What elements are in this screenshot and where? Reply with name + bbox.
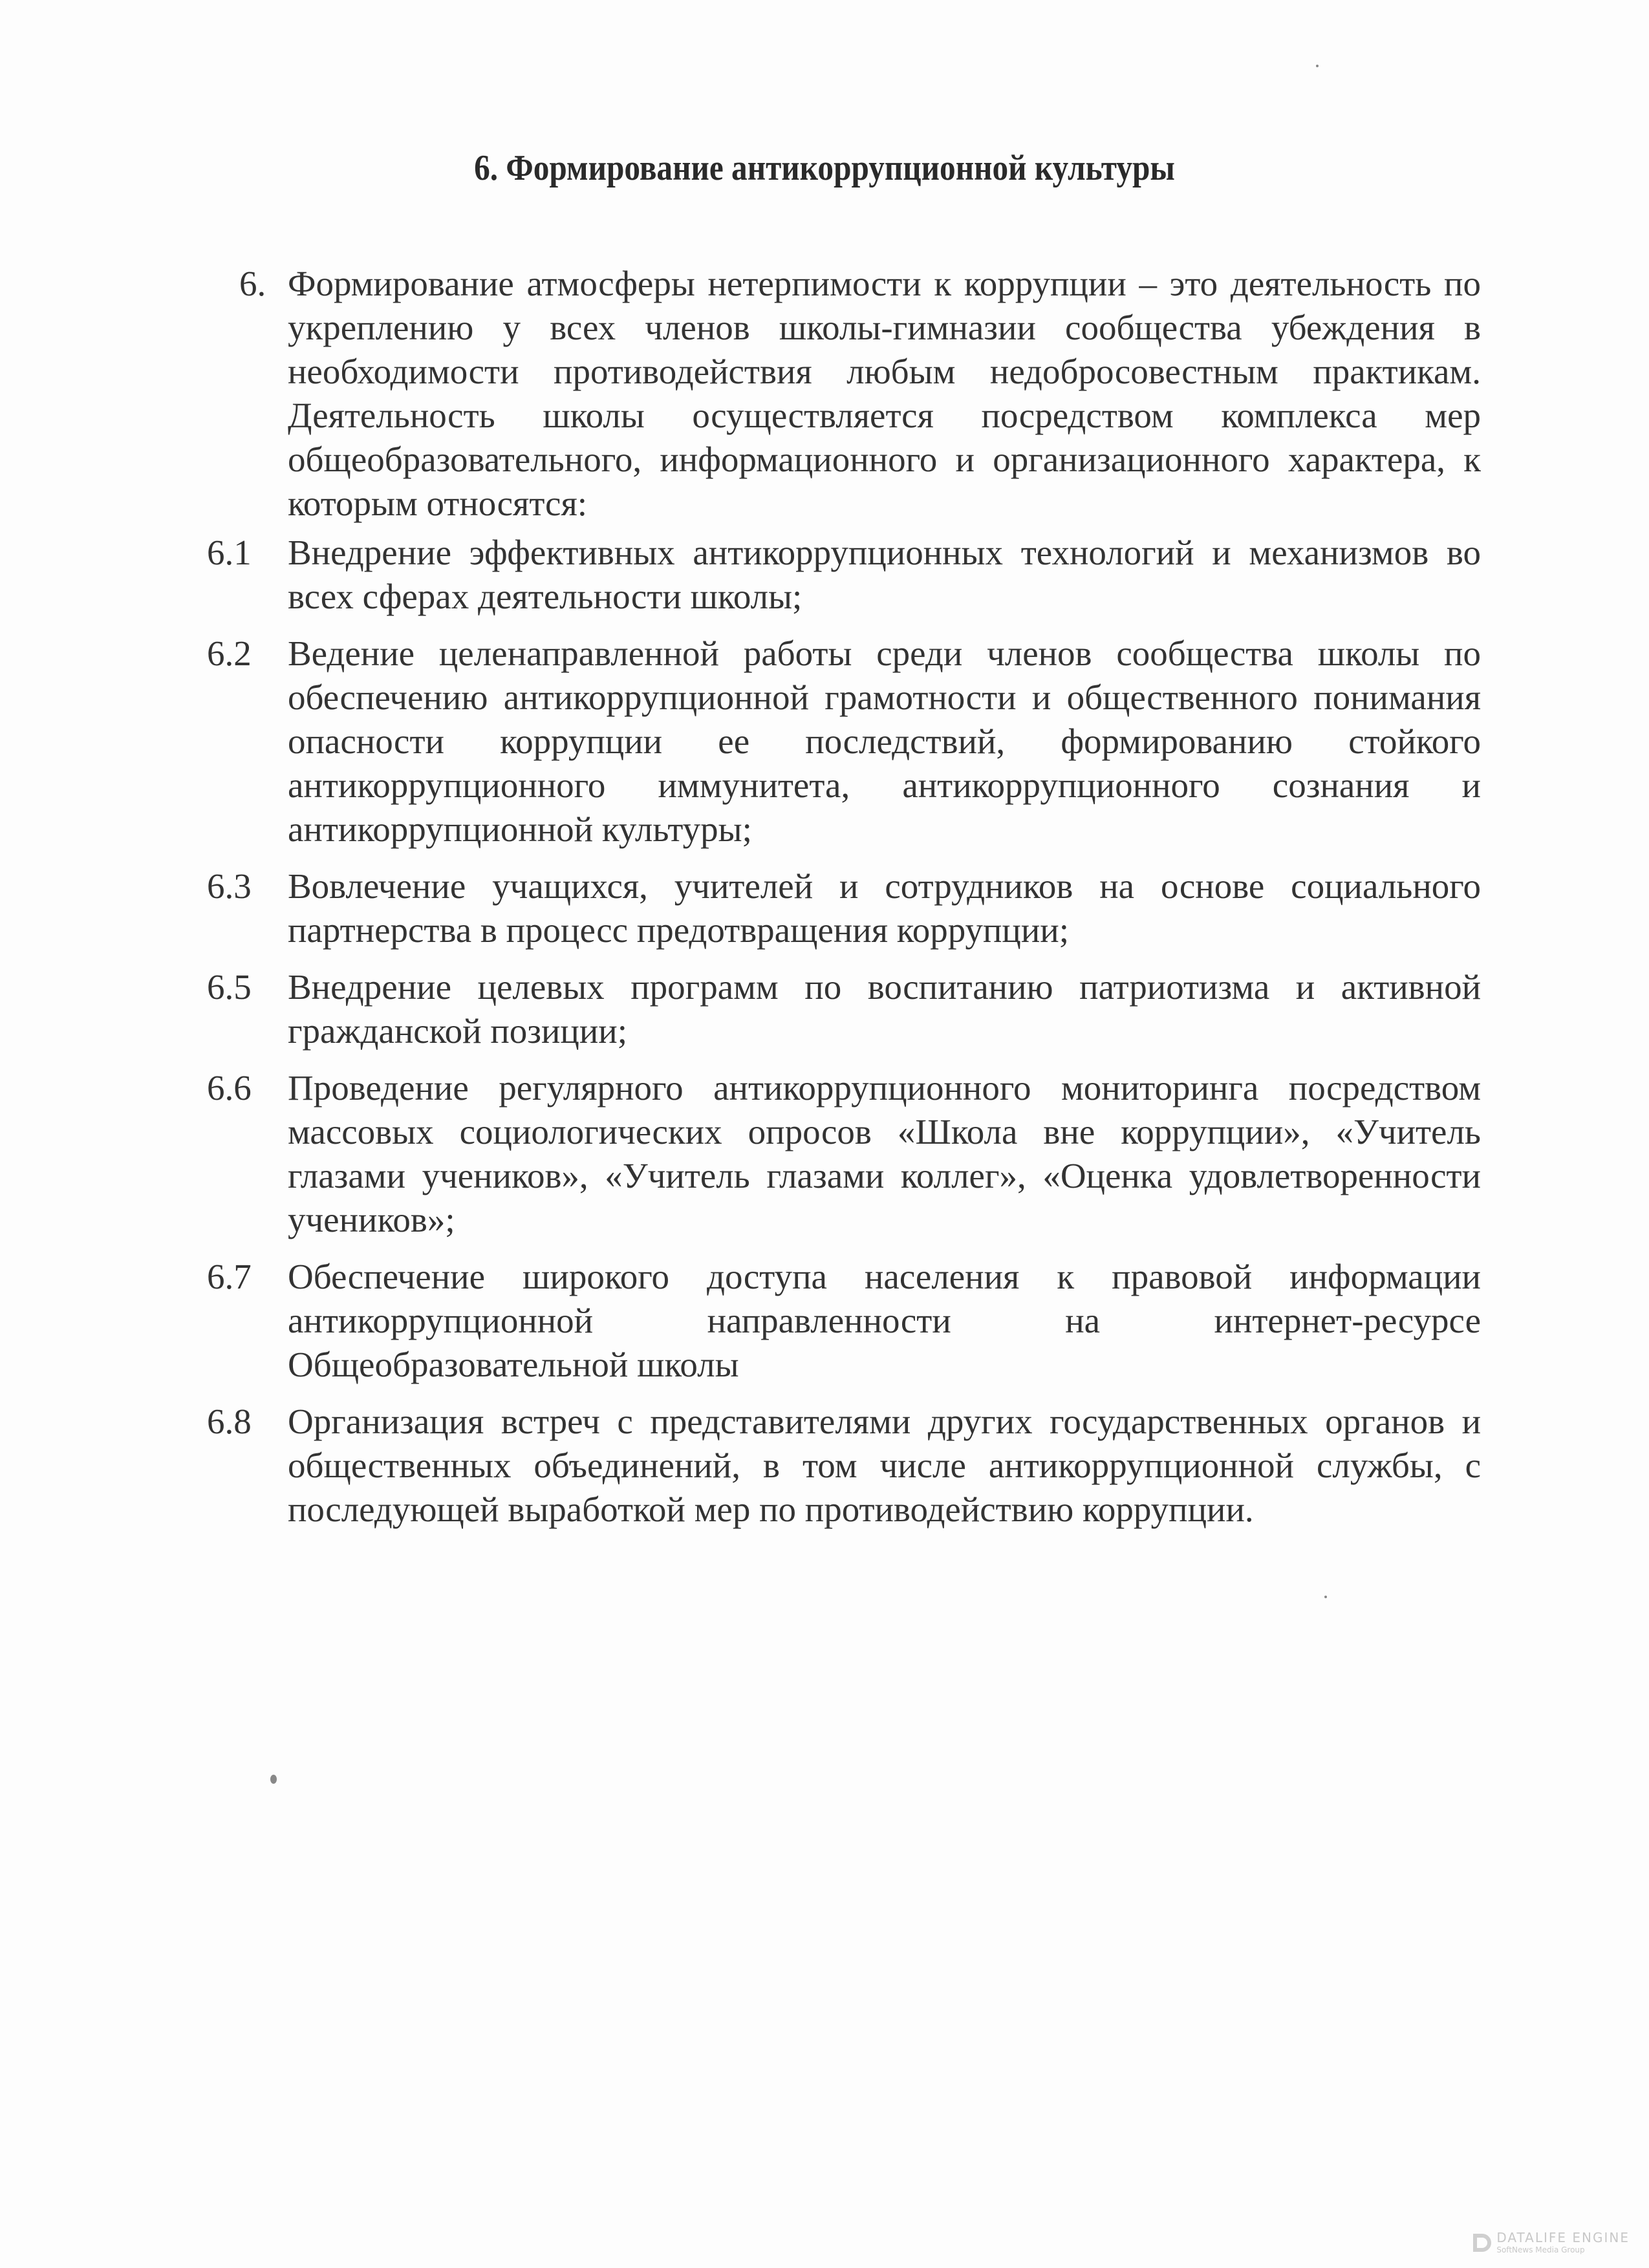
section-body <box>207 262 1481 1545</box>
intro-paragraph <box>239 262 1481 526</box>
item-text: Обеспечение широкого доступа населения к правовой информации антикоррупционной направленности на интернет-ресурсе Общеобразовательной школы <box>288 1257 1481 1384</box>
watermark-brand: DATALIFE ENGINE <box>1496 2230 1630 2245</box>
item-text: Внедрение эффективных антикоррупционных технологий и механизмов во всех сферах деятельности школы; <box>288 533 1481 616</box>
section-title: 6. Формирование антикоррупционной культуры <box>474 148 1175 188</box>
scan-speck <box>270 1775 277 1784</box>
list-item <box>207 632 1481 851</box>
list-item <box>207 1066 1481 1242</box>
item-number: 6.6 <box>207 1068 252 1107</box>
list-item <box>207 1400 1481 1532</box>
list-item <box>207 1255 1481 1387</box>
scan-speck <box>1324 1596 1327 1598</box>
item-number: 6.8 <box>207 1402 252 1441</box>
intro-number: 6. <box>239 264 266 303</box>
list-item <box>207 531 1481 619</box>
item-text: Организация встреч с представителями других государственных органов и общественных объединений, в том числе антикоррупционной службы, с последующей выработкой мер по противодействию коррупции. <box>288 1402 1481 1529</box>
list-item <box>207 965 1481 1053</box>
item-number: 6.7 <box>207 1257 252 1296</box>
datalife-logo-icon <box>1473 2234 1491 2252</box>
item-text: Внедрение целевых программ по воспитанию патриотизма и активной гражданской позиции; <box>288 967 1481 1051</box>
item-number: 6.2 <box>207 634 252 673</box>
item-number: 6.1 <box>207 533 252 572</box>
watermark-subtitle: SoftNews Media Group <box>1496 2245 1585 2254</box>
watermark <box>1473 2231 1630 2254</box>
item-number: 6.5 <box>207 967 252 1007</box>
item-text: Ведение целенаправленной работы среди членов сообщества школы по обеспечению антикоррупционной грамотности и общественного понимания опасности коррупции ее последствий, формированию стойкого антикоррупционного иммунитета, антикоррупционного сознания и антикоррупционной культуры; <box>288 634 1481 849</box>
intro-text: Формирование атмосферы нетерпимости к коррупции – это деятельность по укреплению у всех членов школы-гимназии сообщества убеждения в необходимости противодействия любым недобросовестным практикам. Деятельность школы осуществляется посредством комплекса мер общеобразовательного, информационного и организационного характера, к которым относятся: <box>288 264 1481 523</box>
list-item <box>207 864 1481 952</box>
item-number: 6.3 <box>207 866 252 906</box>
item-text: Проведение регулярного антикоррупционного мониторинга посредством массовых социологических опросов «Школа вне коррупции», «Учитель глазами учеников», «Учитель глазами коллег», «Оценка удовлетворенности учеников»; <box>288 1068 1481 1239</box>
scan-speck <box>1316 65 1319 67</box>
item-text: Вовлечение учащихся, учителей и сотрудников на основе социального партнерства в процесс предотвращения коррупции; <box>288 866 1481 950</box>
